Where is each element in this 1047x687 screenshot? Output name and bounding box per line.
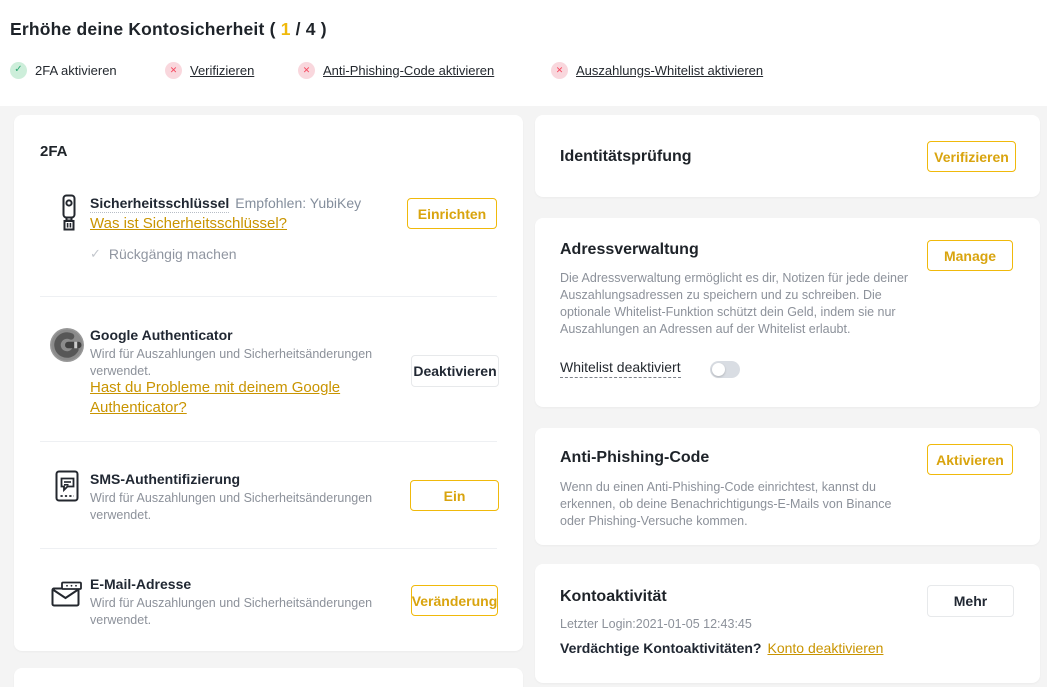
manage-addresses-button[interactable]: Manage [927, 240, 1013, 271]
email-icon [51, 581, 83, 609]
more-activity-button[interactable]: Mehr [927, 585, 1014, 617]
security-key-title-line [90, 195, 361, 213]
security-key-help-link[interactable]: Was ist Sicherheitsschlüssel? [90, 215, 288, 232]
next-card-partial [14, 668, 523, 687]
page-title [10, 19, 327, 40]
twofa-card [14, 115, 523, 651]
page-title-total: / 4 ) [290, 19, 327, 39]
google-authenticator-help-link[interactable]: Hast du Probleme mit deinem Google Authenticator? [90, 379, 341, 416]
undo-label: Rückgängig machen [108, 246, 237, 262]
change-email-button[interactable]: Veränderung [411, 585, 498, 616]
suspicious-activity-label: Verdächtige Kontoaktivitäten? [560, 640, 762, 656]
toggle-knob [712, 363, 725, 376]
check-icon: ✓ [90, 246, 101, 261]
identity-card [535, 115, 1040, 197]
activate-antiphishing-button[interactable]: Aktivieren [927, 444, 1013, 475]
security-key-icon [58, 194, 80, 232]
x-circle-icon: ✕ [298, 62, 315, 79]
checklist-item-verify[interactable] [165, 61, 254, 79]
last-login-text: Letzter Login:2021-01-05 12:43:45 [560, 617, 752, 631]
email-description: Wird für Auszahlungen und Sicherheitsänderungen verwendet. [90, 596, 373, 627]
antiphishing-card-description: Wenn du einen Anti-Phishing-Code einrichtest, kannst du erkennen, ob deine Benachrichtigungs-E-Mails von Binance oder Phishing-Versuche kommen. [560, 480, 892, 528]
whitelist-toggle[interactable] [710, 361, 740, 378]
sms-on-button[interactable]: Ein [410, 480, 499, 511]
setup-security-key-button[interactable]: Einrichten [407, 198, 497, 229]
checklist-link[interactable]: Verifizieren [190, 62, 255, 78]
account-activity-card [535, 564, 1040, 683]
checklist-item-whitelist[interactable] [551, 61, 763, 79]
deactivate-google-auth-button[interactable]: Deaktivieren [411, 355, 499, 387]
checklist-link[interactable]: Auszahlungs-Whitelist aktivieren [576, 62, 764, 78]
divider [40, 296, 497, 297]
undo-row[interactable] [90, 246, 237, 262]
security-key-note: Empfohlen: YubiKey [235, 195, 362, 211]
identity-card-title: Identitätsprüfung [560, 148, 692, 165]
address-card-title: Adressverwaltung [560, 241, 699, 258]
checklist-link[interactable]: Anti-Phishing-Code aktivieren [323, 62, 495, 78]
google-authenticator-title: Google Authenticator [90, 327, 233, 343]
security-key-title: Sicherheitsschlüssel [90, 195, 230, 211]
check-circle-icon: ✓ [10, 62, 27, 79]
twofa-card-title: 2FA [40, 143, 68, 160]
checklist-item-2fa [10, 61, 117, 79]
sms-icon [55, 470, 80, 503]
x-circle-icon: ✕ [551, 62, 568, 79]
activity-card-title: Kontoaktivität [560, 588, 667, 605]
divider [40, 441, 497, 442]
suspicious-activity-row [560, 640, 883, 656]
sms-auth-description: Wird für Auszahlungen und Sicherheitsänderungen verwendet. [90, 491, 373, 522]
x-circle-icon: ✕ [165, 62, 182, 79]
sms-auth-title: SMS-Authentifizierung [90, 471, 241, 487]
page-title-text: Erhöhe deine Kontosicherheit ( [10, 19, 281, 39]
google-authenticator-icon [50, 328, 84, 362]
checklist-item-antiphishing[interactable] [298, 61, 494, 79]
address-management-card [535, 218, 1040, 407]
divider [40, 548, 497, 549]
email-title: E-Mail-Adresse [90, 576, 192, 592]
disable-account-link[interactable]: Konto deaktivieren [767, 640, 884, 656]
antiphishing-card [535, 428, 1040, 545]
address-card-description: Die Adressverwaltung ermöglicht es dir, Notizen für jede deiner Auszahlungsadressen zu speichern und zu schreiben. Die optionale Whitelist-Funktion schützt dein Geld, indem sie nur Auszahlungen an Adressen auf der Whitelist erlaubt. [560, 271, 909, 336]
whitelist-status-label[interactable]: Whitelist deaktiviert [560, 359, 681, 378]
google-authenticator-description: Wird für Auszahlungen und Sicherheitsänderungen verwendet. [90, 347, 373, 378]
verify-identity-button[interactable]: Verifizieren [927, 141, 1016, 172]
checklist-label: 2FA aktivieren [35, 62, 117, 78]
page-title-step: 1 [280, 19, 291, 39]
antiphishing-card-title: Anti-Phishing-Code [560, 449, 710, 466]
